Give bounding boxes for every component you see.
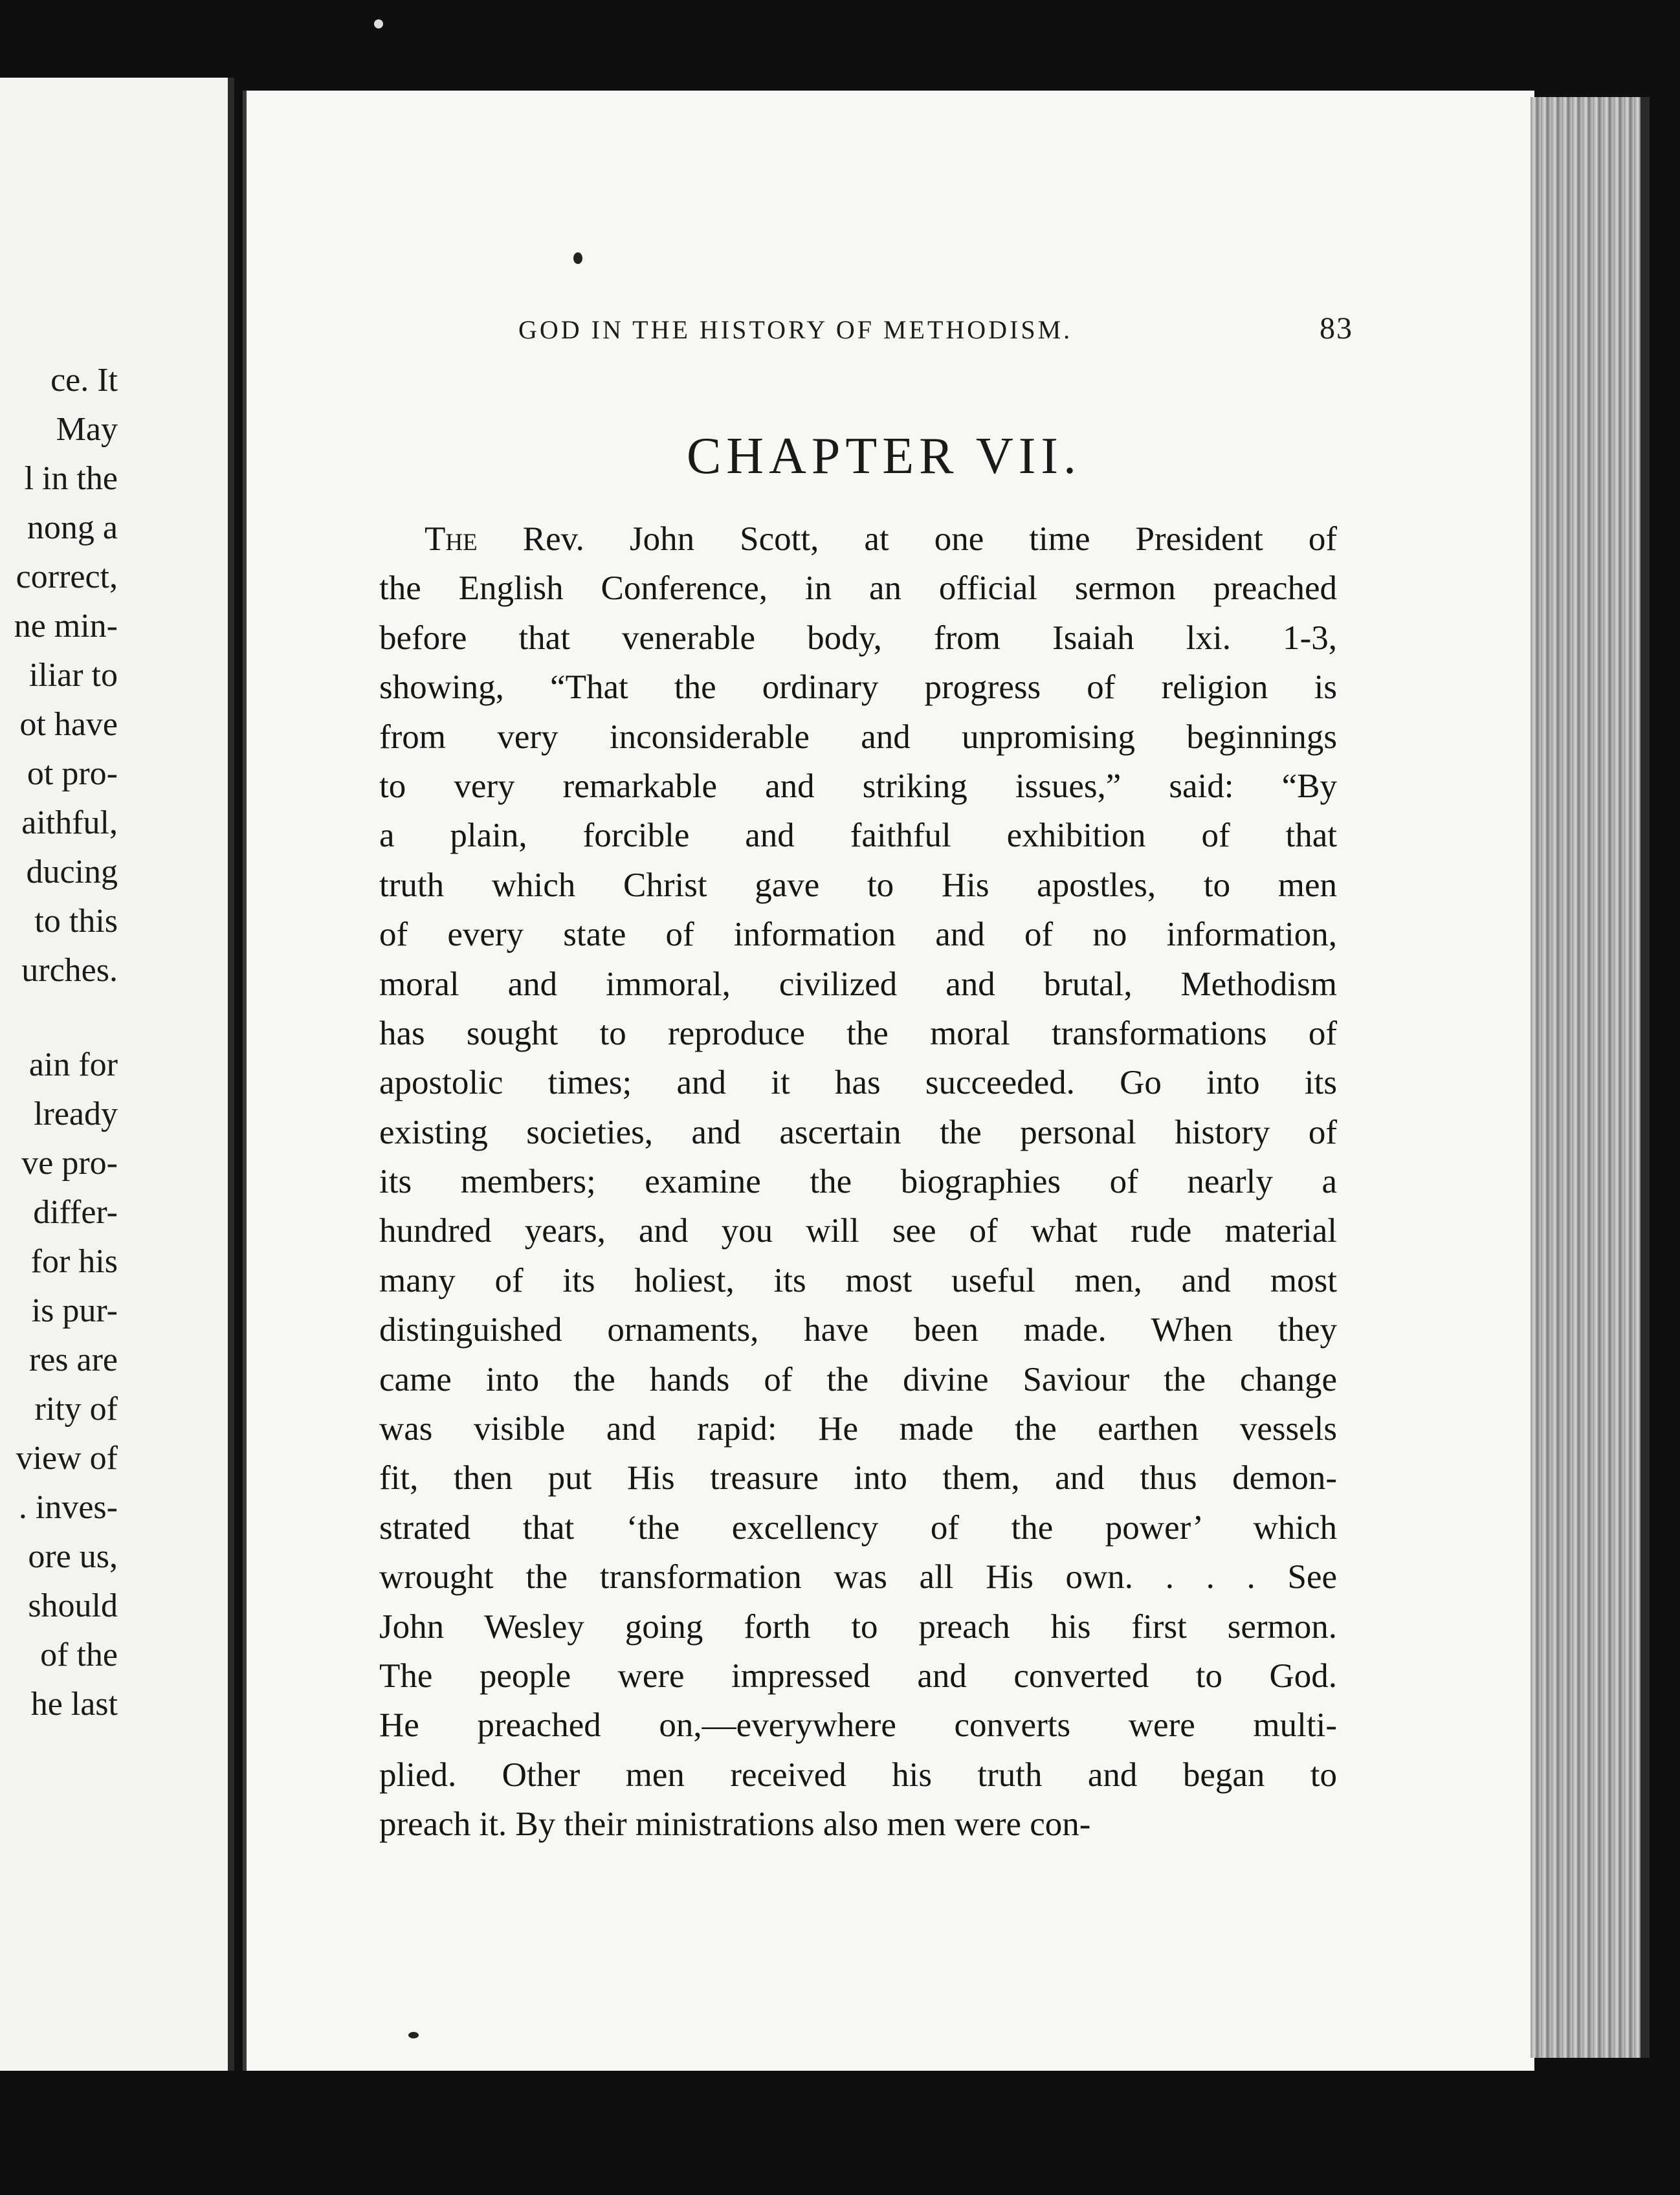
body-line: preach it. By their ministrations also men were con- xyxy=(379,1805,1091,1844)
previous-page-line: ce. It xyxy=(50,362,118,399)
previous-page-line: of the xyxy=(40,1637,118,1673)
previous-page-line: should xyxy=(28,1587,118,1624)
previous-page-line: . inves- xyxy=(18,1489,118,1526)
body-text xyxy=(379,514,1337,1849)
previous-page-text xyxy=(0,356,118,1729)
previous-page-line: ne min- xyxy=(14,608,118,645)
book-page-edge xyxy=(1531,97,1650,2058)
previous-page-line: to this xyxy=(34,903,118,940)
previous-page-line: urches. xyxy=(21,952,118,989)
body-line-first xyxy=(379,514,1337,564)
body-line: The people were impressed and converted to God. xyxy=(379,1657,1337,1695)
body-line: to very remarkable and striking issues,” said: “By xyxy=(379,767,1337,805)
previous-page-line: ore us, xyxy=(28,1538,118,1575)
dust-speck xyxy=(374,19,383,28)
body-line: John Wesley going forth to preach his first sermon. xyxy=(379,1607,1337,1646)
body-line: truth which Christ gave to His apostles, to men xyxy=(379,866,1337,904)
previous-page-line: for his xyxy=(30,1243,118,1280)
body-line: hundred years, and you will see of what rude material xyxy=(379,1212,1337,1250)
body-line: many of its holiest, its most useful men, and most xyxy=(379,1261,1337,1299)
body-line: its members; examine the biographies of nearly a xyxy=(379,1163,1337,1201)
body-line: was visible and rapid: He made the earthen vessels xyxy=(379,1410,1337,1448)
body-line: fit, then put His treasure into them, and thus demon- xyxy=(379,1459,1337,1497)
body-line: moral and immoral, civilized and brutal, Methodism xyxy=(379,965,1337,1003)
running-head-title: GOD IN THE HISTORY OF METHODISM. xyxy=(518,315,1073,344)
previous-page-line: May xyxy=(56,411,118,448)
previous-page-line: res are xyxy=(28,1341,118,1378)
body-line: before that venerable body, from Isaiah lxi. 1-3, xyxy=(379,619,1337,657)
body-line: a plain, forcible and faithful exhibition of that xyxy=(379,817,1337,855)
body-line: of every state of information and of no information, xyxy=(379,916,1337,954)
previous-page-line: nong a xyxy=(27,509,118,546)
previous-page-line: ain for xyxy=(28,1046,118,1083)
chapter-heading: CHAPTER VII. xyxy=(686,428,1082,485)
previous-page-line: rity of xyxy=(34,1391,118,1428)
body-line: apostolic times; and it has succeeded. Go into its xyxy=(379,1064,1337,1102)
previous-page-line: ot have xyxy=(19,706,118,743)
body-line: has sought to reproduce the moral transformations of xyxy=(379,1014,1337,1052)
book-page xyxy=(243,91,1534,2071)
body-line: wrought the transformation was all His own. . . . See xyxy=(379,1558,1337,1596)
body-line: showing, “That the ordinary progress of religion is xyxy=(379,668,1337,707)
page-number: 83 xyxy=(1320,311,1353,346)
body-line: the English Conference, in an official sermon preached xyxy=(379,569,1337,608)
body-line: came into the hands of the divine Saviour the change xyxy=(379,1360,1337,1398)
previous-page-line: is pur- xyxy=(31,1292,118,1329)
previous-page-line: ducing xyxy=(26,854,118,890)
body-line: plied. Other men received his truth and began to xyxy=(379,1756,1337,1794)
body-line: He preached on,—everywhere converts were multi- xyxy=(379,1706,1337,1745)
body-line: from very inconsiderable and unpromising beginnings xyxy=(379,718,1337,756)
body-line: Rev. John Scott, at one time President of xyxy=(477,520,1337,558)
previous-page-line: differ- xyxy=(33,1194,118,1231)
body-line: existing societies, and ascertain the personal history of xyxy=(379,1113,1337,1151)
drop-word: The xyxy=(425,520,478,558)
previous-page-line: l in the xyxy=(24,460,118,497)
previous-page-line: ot pro- xyxy=(27,755,118,792)
previous-page-line: view of xyxy=(16,1440,118,1477)
body-line: distinguished ornaments, have been made. When they xyxy=(379,1311,1337,1349)
previous-page-line: aithful, xyxy=(21,804,118,841)
previous-page-line: lready xyxy=(34,1096,118,1132)
previous-page-line: iliar to xyxy=(28,657,118,694)
previous-page-line: ve pro- xyxy=(21,1145,118,1182)
running-head xyxy=(518,311,1353,346)
body-line: strated that ‘the excellency of the power’ which xyxy=(379,1508,1337,1547)
previous-page-fragment xyxy=(0,78,234,2071)
dust-speck xyxy=(408,2032,419,2038)
previous-page-line: he last xyxy=(30,1686,118,1723)
previous-page-line: correct, xyxy=(16,558,118,595)
dust-speck xyxy=(573,252,582,264)
